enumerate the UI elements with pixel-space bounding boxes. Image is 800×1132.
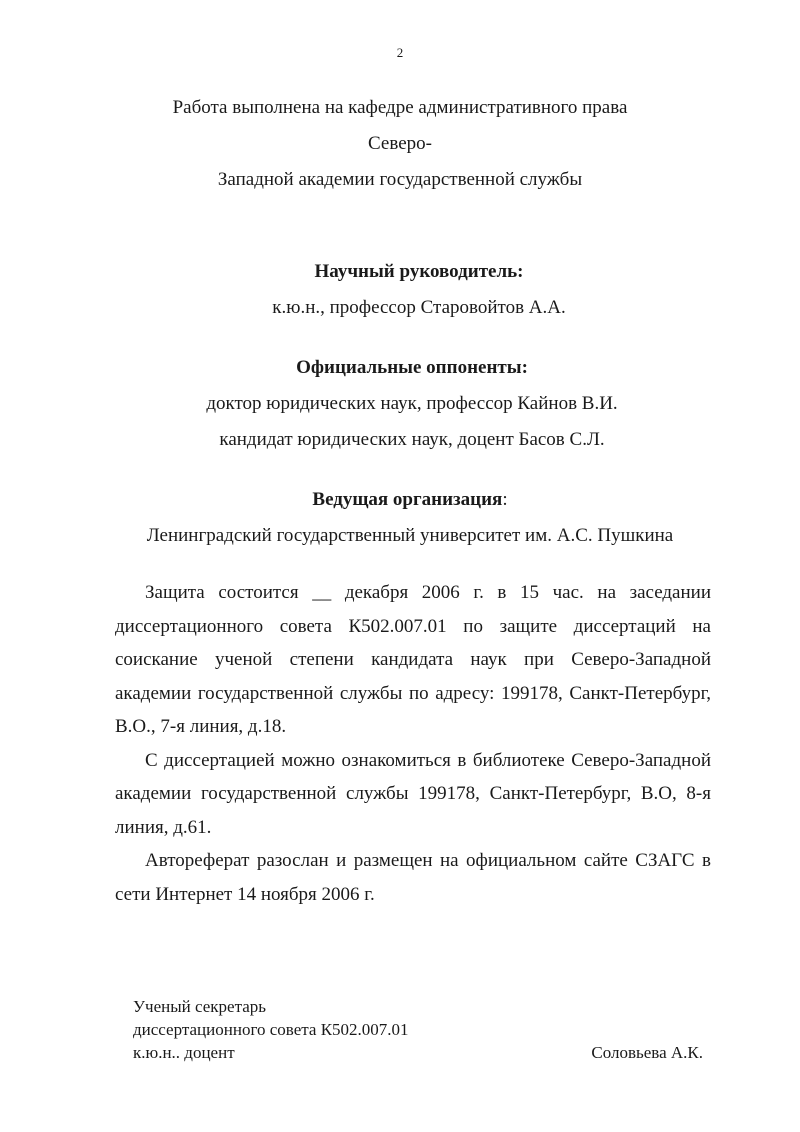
supervisor-heading: Научный руководитель: xyxy=(314,261,524,282)
paragraph-abstract: Автореферат разослан и размещен на официальном сайте СЗАГС в сети Интернет 14 ноября 2006 г. xyxy=(115,850,711,905)
lead-organization-section xyxy=(0,482,800,554)
body-paragraphs xyxy=(115,576,711,911)
supervisor-name: к.ю.н., профессор Старовойтов А.А. xyxy=(272,297,566,318)
lead-organization-heading: Ведущая организация xyxy=(312,489,503,510)
opponents-heading: Официальные оппоненты: xyxy=(296,357,528,378)
signature-title-3: к.ю.н.. доцент xyxy=(133,1043,235,1062)
affiliation-line-1: Работа выполнена на кафедре административного права Северо- xyxy=(172,97,628,154)
signature-title-2: диссертационного совета К502.007.01 xyxy=(133,1020,409,1039)
lead-organization-heading-line xyxy=(20,482,800,518)
opponents-section xyxy=(0,350,800,458)
signature-block xyxy=(133,995,703,1064)
paragraph-library: С диссертацией можно ознакомиться в библиотеке Северо-Западной академии государственной службы 199178, Санкт-Петербург, В.О, 8-я линия, д.61. xyxy=(115,749,711,838)
signature-title-1: Ученый секретарь xyxy=(133,997,267,1016)
lead-organization-colon: : xyxy=(502,489,508,510)
opponent-1: доктор юридических наук, профессор Кайнов В.И. xyxy=(206,393,618,414)
signature-row xyxy=(133,1041,703,1064)
supervisor-section xyxy=(0,254,800,326)
affiliation xyxy=(150,90,650,198)
opponent-2: кандидат юридических наук, доцент Басов С.Л. xyxy=(219,429,605,450)
lead-organization-name: Ленинградский государственный университет им. А.С. Пушкина xyxy=(146,525,674,546)
paragraph-defense: Защита состоится __ декабря 2006 г. в 15 час. на заседании диссертационного совета К502.007.01 по защите диссертаций на соискание ученой степени кандидата наук при Северо-Западной академии государственной службы по адресу: 199178, Санкт-Петербург, В.О., 7-я линия, д.18. xyxy=(115,582,711,737)
page-number: 2 xyxy=(396,45,404,60)
affiliation-line-2: Западной академии государственной службы xyxy=(217,169,583,190)
signature-name: Соловьева А.К. xyxy=(591,1043,703,1062)
